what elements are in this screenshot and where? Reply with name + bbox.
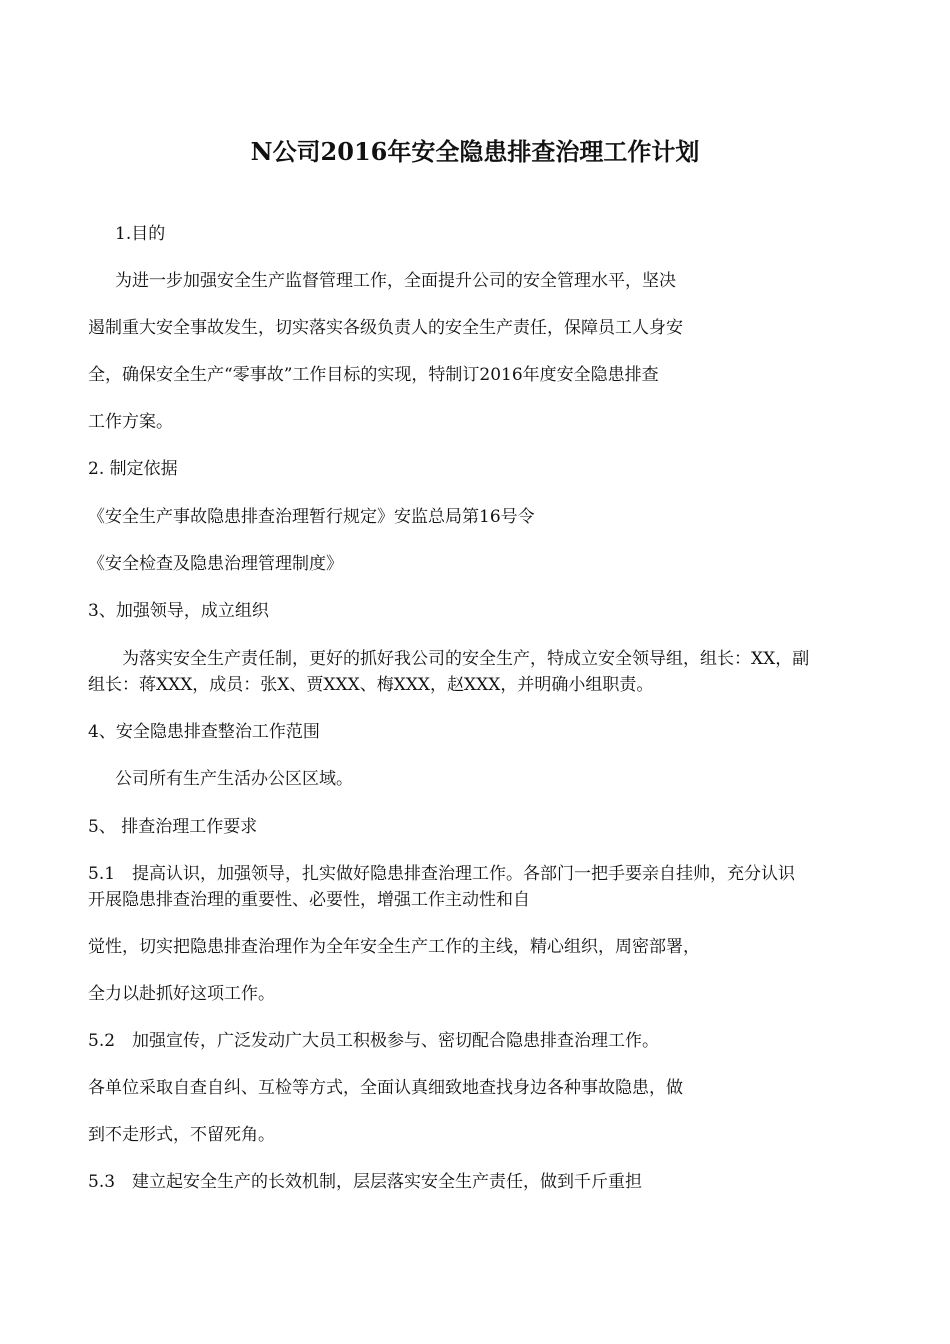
paragraph-line: 全，确保安全生产“零事故”工作目标的实现，特制订2016年度安全隐患排查	[88, 365, 659, 385]
section-5-heading: 5、 排查治理工作要求	[88, 817, 258, 837]
paragraph-line: 工作方案。	[88, 412, 173, 432]
paragraph-line: 遏制重大安全事故发生，切实落实各级负责人的安全生产责任，保障员工人身安	[88, 318, 683, 338]
paragraph-line: 开展隐患排查治理的重要性、必要性，增强工作主动性和自	[88, 890, 530, 910]
paragraph-line: 公司所有生产生活办公区区域。	[115, 769, 353, 789]
section-4-heading: 4、安全隐患排查整治工作范围	[88, 722, 320, 742]
paragraph-line: 全力以赴抓好这项工作。	[88, 984, 275, 1004]
paragraph-line: 觉性，切实把隐患排查治理作为全年安全生产工作的主线，精心组织，周密部署，	[88, 937, 700, 957]
reference-line: 《安全生产事故隐患排查治理暂行规定》安监总局第16号令	[88, 507, 535, 527]
section-1-heading: 1.目的	[115, 224, 166, 244]
paragraph-line: 5.2 加强宣传，广泛发动广大员工积极参与、密切配合隐患排查治理工作。	[88, 1031, 660, 1051]
paragraph-line: 5.3 建立起安全生产的长效机制，层层落实安全生产责任，做到千斤重担	[88, 1172, 643, 1192]
paragraph-line: 组长：蒋XXX，成员：张X、贾XXX、梅XXX，赵XXX，并明确小组职责。	[88, 675, 654, 695]
paragraph-line: 到不走形式，不留死角。	[88, 1125, 275, 1145]
paragraph-line: 为进一步加强安全生产监督管理工作，全面提升公司的安全管理水平，坚决	[115, 271, 676, 291]
document-title: N公司2016年安全隐患排查治理工作计划	[250, 137, 700, 166]
section-2-heading: 2. 制定依据	[88, 459, 178, 479]
reference-line: 《安全检查及隐患治理管理制度》	[88, 554, 343, 574]
paragraph-line: 为落实安全生产责任制，更好的抓好我公司的安全生产，特成立安全领导组，组长：XX，副	[122, 649, 810, 669]
paragraph-line: 各单位采取自查自纠、互检等方式，全面认真细致地查找身边各种事故隐患，做	[88, 1078, 683, 1098]
section-3-heading: 3、加强领导，成立组织	[88, 601, 269, 621]
paragraph-line: 5.1 提高认识，加强领导，扎实做好隐患排查治理工作。各部门一把手要亲自挂帅，充分认识	[88, 864, 796, 884]
